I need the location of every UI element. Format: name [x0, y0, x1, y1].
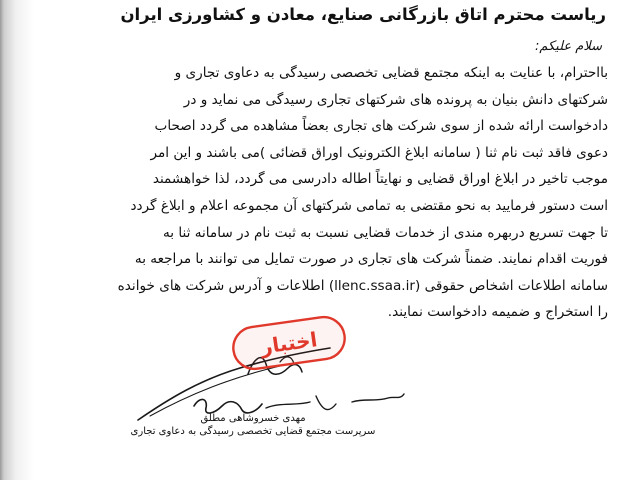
signer-title: سرپرست مجتمع قضایی تخصصی رسیدگی به دعاوی تجاری	[130, 426, 376, 437]
body-line: شرکتهای دانش بنیان به پرونده های شرکتهای تجاری رسیدگی می نماید و در	[183, 91, 608, 108]
letter-greeting: سلام علیکم:	[534, 39, 602, 54]
body-line: تا جهت تسریع دربهره مندی از خدمات قضایی نسبت به ثبت نام در سامانه ثنا به	[162, 224, 608, 241]
signature-block	[88, 412, 418, 438]
letter-recipient: ریاست محترم اتاق بازرگانی صنایع، معادن و کشاورزی ایران	[120, 5, 606, 24]
stamp-text: اختبار	[259, 327, 319, 359]
letter-body	[48, 60, 608, 326]
scan-edge-shadow	[0, 0, 34, 480]
body-line: موجب تاخیر در ابلاغ اوراق قضایی و نهایتاً اطاله دادرسی می گردد، لذا خواهشمند	[152, 171, 608, 188]
body-line: دادخواست ارائه شده از سوی شرکت های تجاری بعضاً مشاهده می گردد اصحاب	[154, 118, 608, 135]
body-line: سامانه اطلاعات اشخاص حقوقی (llenc.ssaa.ir) اطلاعات و آدرس شرکت های خوانده	[117, 277, 608, 294]
body-line: دعوی فاقد ثبت نام ثنا ( سامانه ابلاغ الکترونیک اوراق قضائی )می باشند و این امر	[150, 144, 608, 161]
body-line: فوریت اقدام نمایند. ضمناً شرکت های تجاری در صورت تمایل می توانند با مراجعه به	[134, 251, 608, 268]
body-line: است دستور فرمایید به نحو مقتضی به تمامی شرکتهای آن مجموعه اعلام و ابلاغ گردد	[130, 197, 608, 214]
letter-content	[48, 4, 608, 326]
body-line: را استخراج و ضمیمه دادخواست نمایند.	[387, 304, 608, 321]
body-line: بااحترام، با عنایت به اینکه مجتمع قضایی تخصصی رسیدگی به دعاوی تجاری و	[174, 65, 608, 81]
signer-name: مهدی خسروشاهی مطلق	[200, 413, 306, 424]
